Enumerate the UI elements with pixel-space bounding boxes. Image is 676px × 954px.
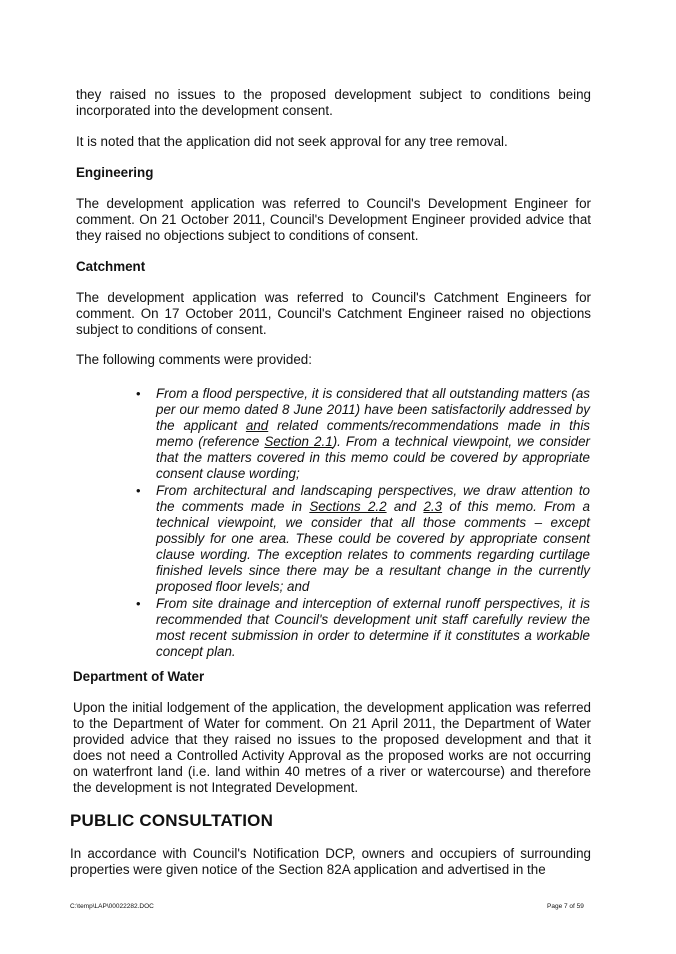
section-reference: 2.3: [423, 499, 443, 514]
section-reference: Sections 2.2: [309, 499, 387, 514]
paragraph-catchment: The development application was referred to Council's Catchment Engineers for comment. On 17 October 2011, Council's Catchment Engineer raised no objections subject to conditions of consent.: [76, 290, 591, 337]
bullet-text: From a flood perspective, it is considered that all outstanding matters (as per our memo dated 8 June 2011) have been satisfactorily addressed by the applicant: [156, 386, 590, 433]
list-item: [136, 596, 590, 660]
bullet-text: and: [386, 499, 424, 514]
list-item: [136, 483, 590, 595]
heading-catchment: Catchment: [76, 259, 146, 274]
paragraph-tree-removal: It is noted that the application did not seek approval for any tree removal.: [76, 134, 508, 149]
heading-public-consultation: PUBLIC CONSULTATION: [70, 811, 274, 830]
list-item: [136, 386, 590, 482]
bullet-marker: •: [136, 596, 141, 611]
bullet-marker: •: [136, 386, 141, 401]
paragraph-engineering: The development application was referred to Council's Development Engineer for comment. On 21 October 2011, Council's Development Engineer provided advice that they raised no objections subject to conditions of consent.: [76, 196, 591, 243]
paragraph-comments-intro: The following comments were provided:: [76, 352, 312, 367]
paragraph-conditions: they raised no issues to the proposed development subject to conditions being incorporated into the development consent.: [76, 87, 591, 118]
underlined-text: and: [245, 418, 269, 433]
paragraph-department-of-water: Upon the initial lodgement of the application, the development application was referred to the Department of Water for comment. On 21 April 2011, the Department of Water provided advice that they raised no issues to the proposed development and that it does not need a Controlled Activity Approval as the proposed works are not occurring on waterfront land (i.e. land within 40 metres of a river or watercourse) and therefore the development is not Integrated Development.: [73, 700, 591, 795]
footer-file-path: C:\temp\LAP\00022282.DOC: [70, 903, 154, 910]
footer-page-number: Page 7 of 59: [547, 903, 584, 910]
bullet-text: From architectural and landscaping perspectives, we draw attention to the comments made in: [156, 483, 590, 514]
bullet-text: of this memo. From a technical viewpoint, we consider that all those comments – except possibly for one area. These could be covered by appropriate consent clause wording. The exception relates to comments regarding curtilage finished levels since there may be a resultant change in the currently proposed floor levels; and: [156, 499, 590, 594]
bullet-text: ). From a technical viewpoint, we consider that the matters covered in this memo could be covered by appropriate consent clause wording;: [156, 434, 590, 481]
section-reference: Section 2.1: [264, 434, 333, 449]
heading-department-of-water: Department of Water: [73, 669, 205, 684]
comments-list: [136, 386, 590, 661]
bullet-text: From site drainage and interception of external runoff perspectives, it is recommended that Council's development unit staff carefully review the most recent submission in order to determine if it constitutes a workable concept plan.: [156, 596, 590, 659]
bullet-text: related comments/recommendations made in this memo (reference: [156, 418, 590, 449]
paragraph-public-consultation: In accordance with Council's Notification DCP, owners and occupiers of surrounding properties were given notice of the Section 82A application and advertised in the: [70, 846, 591, 877]
heading-engineering: Engineering: [76, 165, 154, 180]
bullet-marker: •: [136, 483, 141, 498]
